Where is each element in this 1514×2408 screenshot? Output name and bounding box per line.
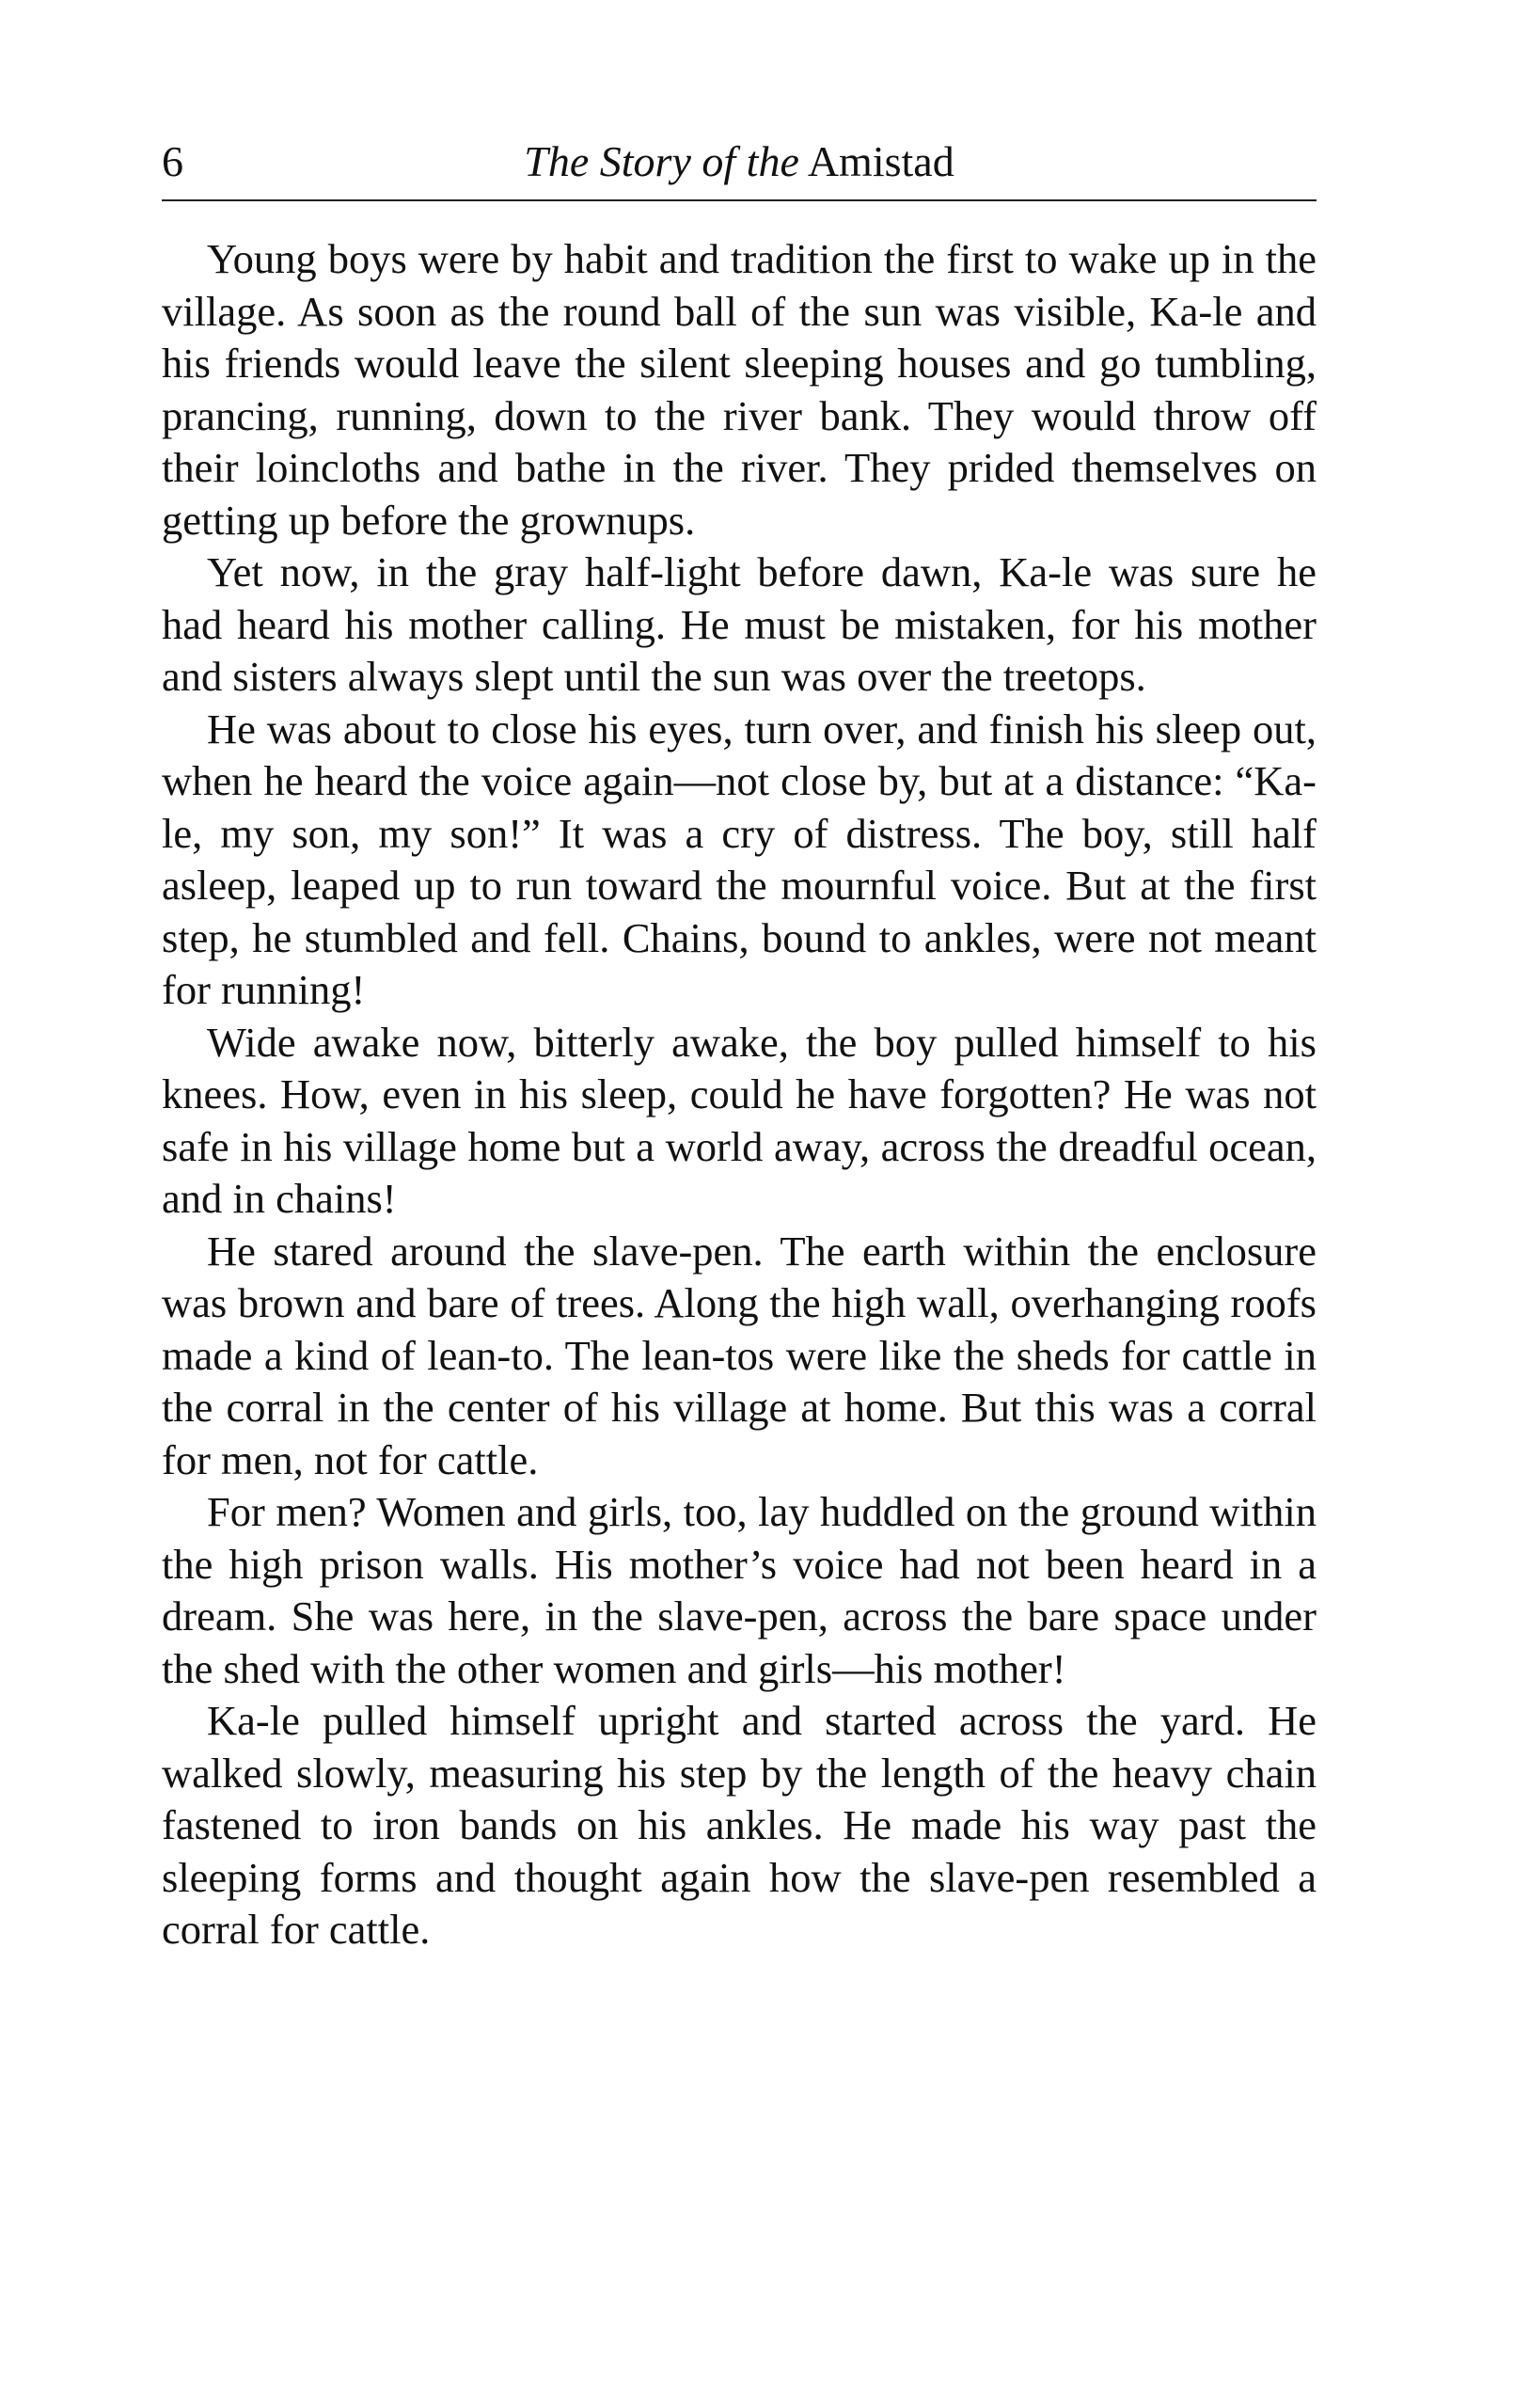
- page-number: 6: [162, 137, 183, 185]
- running-head: [162, 132, 1317, 201]
- book-title-roman: Amistad: [807, 137, 954, 185]
- book-title-italic: The Story of the: [524, 137, 799, 185]
- paragraph: For men? Women and girls, too, lay huddled on the ground within the high prison walls. His mother’s voice had not been heard in a dream. She was here, in the slave-pen, across the bare space under the shed with the other women and girls—his mother!: [162, 1488, 1317, 1692]
- paragraph: Ka-le pulled himself upright and started across the yard. He walked slowly, measuring his step by the length of the heavy chain fastened to iron bands on his ankles. He made his way past the sleeping forms and thought again how the slave-pen resembled a corral for cattle.: [162, 1697, 1317, 1953]
- body-text: [162, 233, 1317, 1956]
- paragraph: He was about to close his eyes, turn over, and finish his sleep out, when he heard the voice again—not close by, but at a distance: “Ka-le, my son, my son!” It was a cry of distress. The boy, still half asleep, leaped up to run toward the mournful voice. But at the first step, he stumbled and fell. Chains, bound to ankles, were not meant for running!: [162, 705, 1317, 1013]
- paragraph: He stared around the slave-pen. The earth within the enclosure was brown and bare of trees. Along the high wall, overhanging roofs made a kind of lean-to. The lean-tos were like the sheds for cattle in the corral in the center of his village at home. But this was a corral for men, not for cattle.: [162, 1227, 1317, 1483]
- paragraph: Yet now, in the gray half-light before dawn, Ka-le was sure he had heard his mother calling. He must be mistaken, for his mother and sisters always slept until the sun was over the treetops.: [162, 548, 1317, 700]
- book-title: [162, 135, 1317, 188]
- paragraph: Wide awake now, bitterly awake, the boy pulled himself to his knees. How, even in his sleep, could he have forgotten? He was not safe in his village home but a world away, across the dreadful ocean, and in chains!: [162, 1018, 1317, 1222]
- paragraph: Young boys were by habit and tradition the first to wake up in the village. As soon as the round ball of the sun was visible, Ka-le and his friends would leave the silent sleeping houses and go tumbling, prancing, running, down to the river bank. They would throw off their loincloths and bathe in the river. They prided themselves on getting up before the grownups.: [162, 235, 1317, 544]
